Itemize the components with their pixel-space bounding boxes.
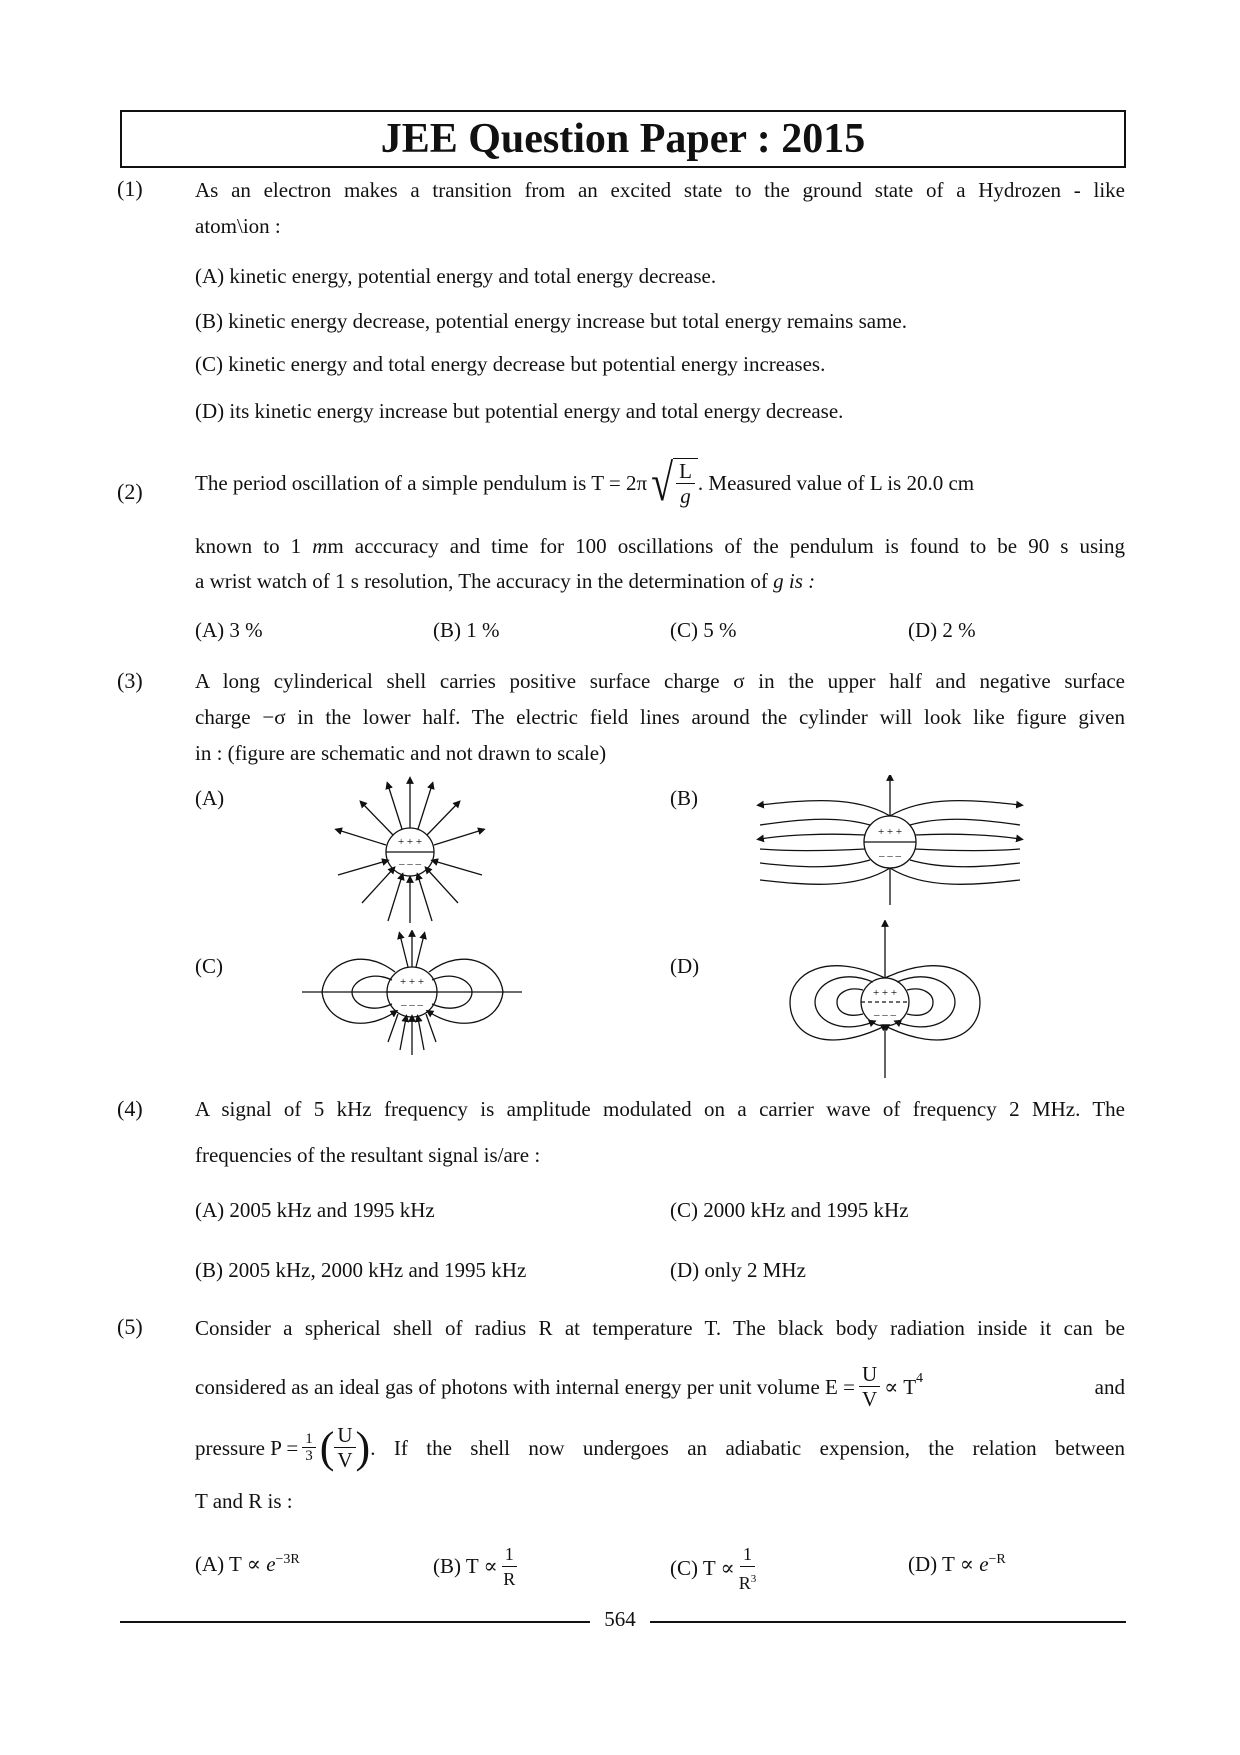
question-1-option-b: (B) kinetic energy decrease, potential energy increase but total energy remains same. bbox=[195, 309, 907, 333]
question-2-text-b: . Measured value of L is 20.0 cm bbox=[697, 471, 975, 495]
fig-a-plus-label: + + + bbox=[397, 836, 423, 848]
question-5-line-4: T and R is : bbox=[195, 1489, 293, 1513]
question-5-number: (5) bbox=[117, 1314, 143, 1339]
question-3-option-c: (C) bbox=[195, 954, 223, 978]
fig-b-plus-label: + + + bbox=[877, 826, 903, 838]
figure-c-field bbox=[300, 930, 525, 1060]
question-1-option-a: (A) kinetic energy, potential energy and total energy decrease. bbox=[195, 264, 717, 288]
fig-a-minus-label: – – – bbox=[399, 858, 421, 870]
question-5-line-3: pressure P = $\frac{1}{3}$ ( $\frac{U}{V}$ ) . If the shell now undergoes an adiabatic expension, the relation between bbox=[195, 1422, 1125, 1472]
question-2-option-c: (C) 5 % bbox=[670, 618, 737, 642]
question-1-line-2: atom\ion : bbox=[195, 214, 281, 238]
fraction-numerator: L bbox=[676, 459, 695, 484]
question-3-line-3: in : (figure are schematic and not drawn to scale) bbox=[195, 741, 607, 765]
q5-line2-text: considered as an ideal gas of photons with internal energy per unit volume E = bbox=[195, 1374, 855, 1399]
question-5-option-b: (B) T ∝ $\frac{1}{R}$ bbox=[433, 1544, 516, 1589]
fraction-denominator: g bbox=[680, 484, 691, 508]
question-5-option-a: (A) $T \propto e^{-3R}$ bbox=[195, 1552, 300, 1576]
question-4-option-d: (D) only 2 MHz bbox=[670, 1258, 806, 1282]
question-4-line-1: A signal of 5 kHz frequency is amplitude modulated on a carrier wave of frequency 2 MHz. The bbox=[195, 1097, 1125, 1121]
question-2-text-a: The period oscillation of a simple pendulum is T = 2π bbox=[195, 471, 648, 495]
question-4-number: (4) bbox=[117, 1096, 143, 1121]
question-2-line-1 bbox=[195, 453, 1125, 512]
fraction-u-over-v: $\frac{U}{V}$ bbox=[859, 1362, 880, 1411]
question-5-line-1: Consider a spherical shell of radius R at temperature T. The black body radiation inside it can be bbox=[195, 1316, 1125, 1340]
question-2-number: (2) bbox=[117, 479, 143, 504]
figure-a-radial-field bbox=[330, 775, 490, 925]
sqrt-expression: √ $\frac{L}{g}$ bbox=[651, 458, 698, 508]
question-2-option-b: (B) 1 % bbox=[433, 618, 500, 642]
fraction-one-third: $\frac{1}{3}$ bbox=[302, 1431, 316, 1464]
question-3-line-2: charge −σ in the lower half. The electric field lines around the cylinder will look like figure given bbox=[195, 705, 1125, 729]
fig-c-plus-label: + + + bbox=[399, 976, 425, 988]
question-2-line-2: known to 1 mm acccuracy and time for 100 oscillations of the pendulum is found to be 90 s using bbox=[195, 534, 1126, 558]
question-5-option-c: (C) T ∝ $\frac{1}{R^3}$ bbox=[670, 1544, 757, 1593]
fig-d-plus-label: + + + bbox=[872, 987, 898, 999]
question-2-line-3: a wrist watch of 1 s resolution, The accuracy in the determination of g is : bbox=[195, 569, 816, 593]
footer-rule-left bbox=[120, 1621, 590, 1623]
question-5-option-d: (D) $T \propto e^{-R}$ bbox=[908, 1552, 1006, 1576]
question-2-option-d: (D) 2 % bbox=[908, 618, 976, 642]
question-3-option-a: (A) bbox=[195, 786, 225, 810]
question-1-line-1: As an electron makes a transition from an excited state to the ground state of a Hydrozen - like bbox=[195, 178, 1125, 202]
question-4-option-b: (B) 2005 kHz, 2000 kHz and 1995 kHz bbox=[195, 1258, 527, 1282]
question-5-line-2: considered as an ideal gas of photons with internal energy per unit volume E = $\frac{U}{V}$ ∝ T $^4$ and bbox=[195, 1362, 1125, 1411]
question-3-option-b: (B) bbox=[670, 786, 698, 810]
question-1-number: (1) bbox=[117, 176, 143, 201]
question-3-line-1: A long cylinderical shell carries positive surface charge σ in the upper half and negative surface bbox=[195, 669, 1125, 693]
question-1-option-d: (D) its kinetic energy increase but potential energy and total energy decrease. bbox=[195, 399, 844, 423]
question-4-option-a: (A) 2005 kHz and 1995 kHz bbox=[195, 1198, 435, 1222]
figure-d-field bbox=[785, 920, 985, 1080]
question-3-option-d: (D) bbox=[670, 954, 700, 978]
page-title: JEE Question Paper : 2015 bbox=[120, 110, 1126, 168]
fig-d-minus-label: – – – bbox=[874, 1009, 896, 1021]
fig-b-minus-label: – – – bbox=[879, 850, 901, 862]
question-3-number: (3) bbox=[117, 668, 143, 693]
question-2-option-a: (A) 3 % bbox=[195, 618, 263, 642]
question-4-line-2: frequencies of the resultant signal is/are : bbox=[195, 1143, 541, 1167]
footer-rule-right bbox=[650, 1621, 1126, 1623]
page-number: 564 bbox=[604, 1607, 636, 1631]
question-1-option-c: (C) kinetic energy and total energy decrease but potential energy increases. bbox=[195, 352, 826, 376]
question-4-option-c: (C) 2000 kHz and 1995 kHz bbox=[670, 1198, 909, 1222]
fig-c-minus-label: – – – bbox=[401, 999, 423, 1011]
parenthesized-u-over-v: ( $\frac{U}{V}$ ) bbox=[319, 1422, 371, 1472]
figure-b-field bbox=[755, 775, 1025, 910]
